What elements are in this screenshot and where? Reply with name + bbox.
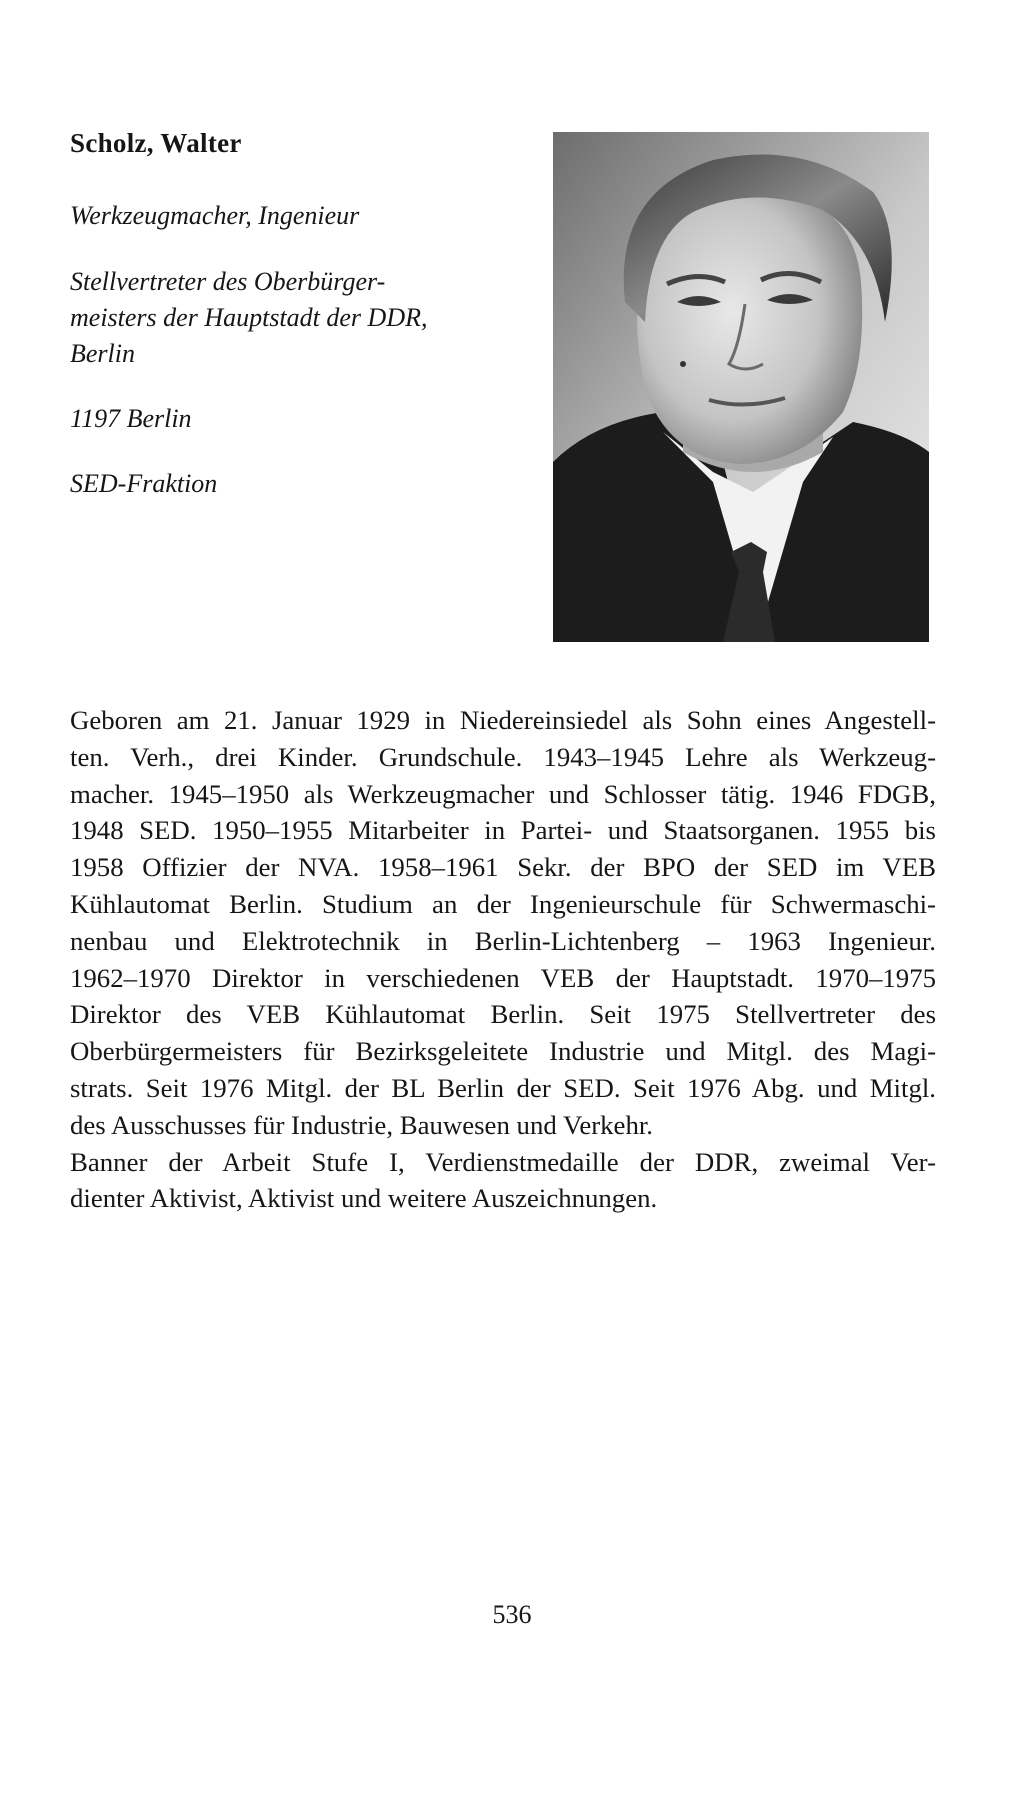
position-line-1: Stellvertreter des Oberbürger- — [70, 267, 386, 296]
biography-text — [70, 702, 936, 1217]
biography-line: Oberbürgermeisters für Bezirksgeleitete Industrie und Mitgl. des Magi- — [70, 1036, 936, 1067]
position-line-3: Berlin — [70, 339, 135, 368]
biography-line: strats. Seit 1976 Mitgl. der BL Berlin der SED. Seit 1976 Abg. und Mitgl. — [70, 1072, 936, 1103]
location: 1197 Berlin — [70, 404, 192, 433]
faction: SED-Fraktion — [70, 469, 218, 498]
biography-line: nenbau und Elektrotechnik in Berlin-Lichtenberg – 1963 Ingenieur. — [70, 925, 936, 956]
biography-line: Geboren am 21. Januar 1929 in Niedereinsiedel als Sohn eines Angestell- — [70, 705, 936, 735]
biography-line: Banner der Arbeit Stufe I, Verdienstmedaille der DDR, zweimal Ver- — [70, 1146, 936, 1177]
page-number: 536 — [492, 1600, 532, 1629]
biography-line: Direktor des VEB Kühlautomat Berlin. Seit 1975 Stellvertreter des — [70, 999, 936, 1030]
photo-mole — [680, 361, 686, 367]
person-name: Scholz, Walter — [70, 128, 242, 158]
biography-line: 1948 SED. 1950–1955 Mitarbeiter in Partei- und Staatsorganen. 1955 bis — [70, 815, 936, 846]
position-line-2: meisters der Hauptstadt der DDR, — [70, 303, 428, 332]
biography-line: ten. Verh., drei Kinder. Grundschule. 1943–1945 Lehre als Werkzeug- — [70, 741, 936, 772]
biography-line: 1962–1970 Direktor in verschiedenen VEB der Hauptstadt. 1970–1975 — [70, 962, 936, 993]
biography-line: Kühlautomat Berlin. Studium an der Ingenieurschule für Schwermaschi- — [70, 888, 936, 919]
profession: Werkzeugmacher, Ingenieur — [70, 201, 360, 230]
biography-line: des Ausschusses für Industrie, Bauwesen und Verkehr. — [70, 1109, 653, 1140]
biography-line: 1958 Offizier der NVA. 1958–1961 Sekr. der BPO der SED im VEB — [70, 852, 936, 883]
portrait-photo — [553, 132, 929, 642]
biography-line: macher. 1945–1950 als Werkzeugmacher und Schlosser tätig. 1946 FDGB, — [70, 778, 936, 809]
biography-line: dienter Aktivist, Aktivist und weitere Auszeichnungen. — [70, 1183, 658, 1214]
